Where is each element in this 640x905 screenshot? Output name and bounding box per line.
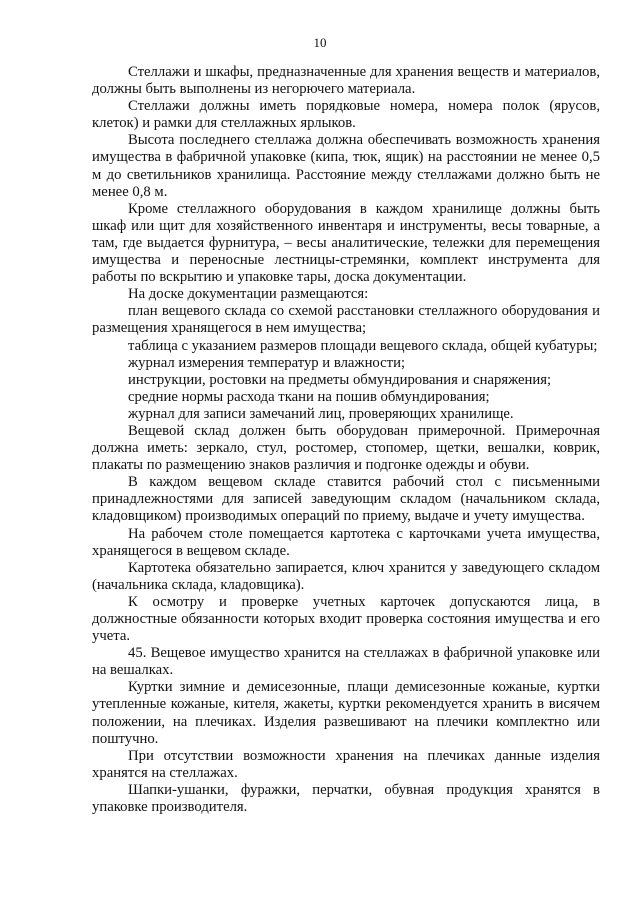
list-item: инструкции, ростовки на предметы обмундирования и снаряжения; <box>128 371 552 388</box>
list-item: средние нормы расхода ткани на пошив обмундирования; <box>128 388 490 405</box>
paragraph: Стеллажи должны иметь порядковые номера, номера полок (ярусов, клеток) и рамки для стеллажных ярлыков. <box>92 98 600 132</box>
list-item: журнал измерения температур и влажности; <box>128 354 406 371</box>
paragraph: Кроме стеллажного оборудования в каждом хранилище должны быть шкаф или щит для хозяйственного инвентаря и инструменты, весы товарные, а там, где выдается фурнитура, – весы аналитические, тележки для перемещения имущества и переносные лестницы-стремянки, комплект инструмента для работы по вскрытию и упаковке тары, доска документации. <box>92 200 600 286</box>
paragraph: Высота последнего стеллажа должна обеспечивать возможность хранения имущества в фабричной упаковке (кипа, тюк, ящик) на расстоянии не менее 0,5 м до светильников хранилища. Расстояние между стеллажами должно быть не менее 0,8 м. <box>92 132 600 200</box>
paragraph: На доске документации размещаются: <box>128 286 369 303</box>
paragraph: Стеллажи и шкафы, предназначенные для хранения веществ и материалов, должны быть выполнены из негорючего материала. <box>92 64 600 98</box>
paragraph: Шапки-ушанки, фуражки, перчатки, обувная продукция хранятся в упаковке производителя. <box>92 781 600 816</box>
paragraph: При отсутствии возможности хранения на плечиках данные изделия хранятся на стеллажах. <box>92 747 600 781</box>
paragraph: На рабочем столе помещается картотека с карточками учета имущества, хранящегося в вещевом складе. <box>92 525 600 559</box>
list-item: план вещевого склада со схемой расстановки стеллажного оборудования и размещения хранящегося в нем имущества; <box>92 303 600 337</box>
paragraph: К осмотру и проверке учетных карточек допускаются лица, в должностные обязанности которых входит проверка состояния имущества и его учета. <box>92 593 600 645</box>
paragraph: Куртки зимние и демисезонные, плащи демисезонные кожаные, куртки утепленные кожаные, кителя, жакеты, куртки рекомендуется хранить в висячем положении, на плечиках. Изделия развешивают на плечики комплектно или поштучно. <box>92 679 600 747</box>
numbered-paragraph: 45. Вещевое имущество хранится на стеллажах в фабричной упаковке или на вешалках. <box>92 645 600 679</box>
paragraph: Картотека обязательно запирается, ключ хранится у заведующего складом (начальника склада, кладовщика). <box>92 559 600 593</box>
page-number: 10 <box>313 35 327 50</box>
document-body <box>92 64 600 816</box>
paragraph: Вещевой склад должен быть оборудован примерочной. Примерочная должна иметь: зеркало, стул, ростомер, стопомер, щетки, вешалки, коврик, плакаты по размещению знаков различия и подгонке одежды и обуви. <box>92 422 600 474</box>
paragraph: В каждом вещевом складе ставится рабочий стол с письменными принадлежностями для записей заведующим складом (начальником склада, кладовщиком) производимых операций по приему, выдаче и учету имущества. <box>92 474 600 525</box>
list-item: журнал для записи замечаний лиц, проверяющих хранилище. <box>128 405 514 422</box>
list-item: таблица с указанием размеров площади вещевого склада, общей кубатуры; <box>128 337 598 354</box>
